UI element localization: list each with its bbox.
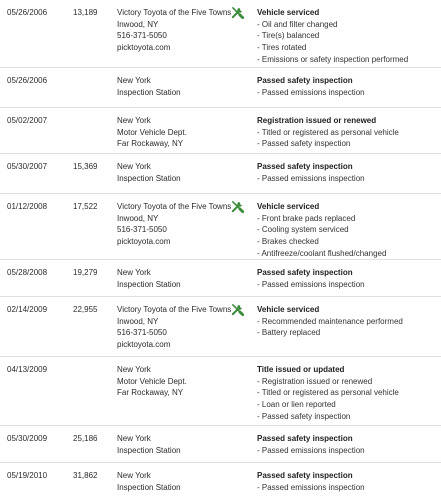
source-line: Inspection Station [117, 173, 181, 183]
date-cell: 05/28/2008 [7, 268, 48, 277]
event-item: - Brakes checked [257, 237, 319, 247]
event-title: Vehicle serviced [257, 305, 320, 314]
source-line: 516-371-5050 [117, 31, 167, 41]
event-title: Registration issued or renewed [257, 116, 377, 125]
event-item: - Loan or lien reported [257, 400, 336, 410]
wrench-screwdriver-icon [230, 5, 246, 21]
event-title: Vehicle serviced [257, 8, 320, 17]
date-cell: 05/02/2007 [7, 116, 48, 125]
event-item: - Emissions or safety inspection performed [257, 54, 409, 64]
mileage-cell: 19,279 [73, 268, 98, 277]
source-cell [117, 433, 229, 456]
source-cell [117, 267, 229, 290]
details-cell [257, 201, 439, 260]
source-cell [117, 115, 229, 150]
source-line: New York [117, 365, 151, 374]
source-line: New York [117, 268, 151, 277]
source-line: Inspection Station [117, 445, 181, 455]
event-item: - Passed safety inspection [257, 411, 351, 421]
details-cell [257, 161, 439, 184]
event-item: - Front brake pads replaced [257, 213, 356, 223]
event-item: - Passed emissions inspection [257, 173, 365, 183]
details-cell [257, 75, 439, 98]
details-cell [257, 304, 439, 339]
date-cell: 05/19/2010 [7, 471, 48, 480]
event-item: - Antifreeze/coolant flushed/changed [257, 248, 387, 258]
source-line: Inspection Station [117, 87, 181, 97]
event-item: - Cooling system serviced [257, 225, 349, 235]
history-row [0, 68, 441, 108]
history-row [0, 463, 441, 500]
source-cell [117, 304, 232, 351]
event-title: Passed safety inspection [257, 162, 353, 171]
mileage-cell: 22,955 [73, 305, 98, 314]
history-row [0, 0, 441, 68]
event-item: - Battery replaced [257, 328, 321, 338]
wrench-screwdriver-icon [230, 302, 246, 318]
source-cell [117, 470, 229, 493]
event-item: - Tires rotated [257, 43, 307, 53]
wrench-screwdriver-icon [230, 199, 246, 215]
source-line: Motor Vehicle Dept. [117, 127, 187, 137]
source-line: Inspection Station [117, 279, 181, 289]
event-item: - Tire(s) balanced [257, 31, 320, 41]
event-title: Title issued or updated [257, 365, 345, 374]
event-title: Vehicle serviced [257, 202, 320, 211]
source-line: Far Rockaway, NY [117, 388, 184, 398]
event-title: Passed safety inspection [257, 471, 353, 480]
event-item: - Passed emissions inspection [257, 87, 365, 97]
history-row [0, 194, 441, 260]
source-line: Victory Toyota of the Five Towns [117, 202, 232, 211]
history-row [0, 357, 441, 426]
source-line: Inspection Station [117, 482, 181, 492]
details-cell [257, 7, 439, 66]
history-row [0, 108, 441, 154]
event-item: - Passed emissions inspection [257, 445, 365, 455]
date-cell: 05/26/2006 [7, 76, 48, 85]
event-title: Passed safety inspection [257, 268, 353, 277]
event-item: - Recommended maintenance performed [257, 316, 403, 326]
event-item: - Titled or registered as personal vehicle [257, 388, 399, 398]
details-cell [257, 433, 439, 456]
details-cell [257, 115, 439, 150]
mileage-cell: 17,522 [73, 202, 98, 211]
source-cell [117, 7, 232, 54]
source-line: Inwood, NY [117, 19, 159, 29]
date-cell: 05/30/2009 [7, 434, 48, 443]
source-cell [117, 364, 229, 399]
event-item: - Passed emissions inspection [257, 279, 365, 289]
event-item: - Passed emissions inspection [257, 482, 365, 492]
history-row [0, 154, 441, 194]
source-line: Victory Toyota of the Five Towns [117, 305, 232, 314]
history-row [0, 426, 441, 463]
source-line: Inwood, NY [117, 316, 159, 326]
source-line: picktoyota.com [117, 237, 171, 247]
source-line: Motor Vehicle Dept. [117, 376, 187, 386]
mileage-cell: 31,862 [73, 471, 98, 480]
event-title: Passed safety inspection [257, 76, 353, 85]
mileage-cell: 13,189 [73, 8, 98, 17]
source-line: New York [117, 434, 151, 443]
source-line: Inwood, NY [117, 213, 159, 223]
source-line: New York [117, 76, 151, 85]
date-cell: 02/14/2009 [7, 305, 48, 314]
details-cell [257, 470, 439, 493]
event-item: - Oil and filter changed [257, 19, 338, 29]
source-line: Victory Toyota of the Five Towns [117, 8, 232, 17]
history-row [0, 297, 441, 357]
source-line: picktoyota.com [117, 340, 171, 350]
history-row [0, 260, 441, 297]
event-item: - Titled or registered as personal vehicle [257, 127, 399, 137]
details-cell [257, 267, 439, 290]
source-cell [117, 161, 229, 184]
details-cell [257, 364, 439, 423]
event-item: - Passed safety inspection [257, 139, 351, 149]
source-line: New York [117, 471, 151, 480]
source-line: 516-371-5050 [117, 328, 167, 338]
source-line: picktoyota.com [117, 43, 171, 53]
date-cell: 05/26/2006 [7, 8, 48, 17]
source-line: Far Rockaway, NY [117, 139, 184, 149]
date-cell: 05/30/2007 [7, 162, 48, 171]
source-cell [117, 201, 232, 248]
source-line: 516-371-5050 [117, 225, 167, 235]
source-line: New York [117, 162, 151, 171]
event-item: - Registration issued or renewed [257, 376, 373, 386]
date-cell: 01/12/2008 [7, 202, 48, 211]
mileage-cell: 15,369 [73, 162, 98, 171]
mileage-cell: 25,186 [73, 434, 98, 443]
source-line: New York [117, 116, 151, 125]
date-cell: 04/13/2009 [7, 365, 48, 374]
event-title: Passed safety inspection [257, 434, 353, 443]
source-cell [117, 75, 229, 98]
